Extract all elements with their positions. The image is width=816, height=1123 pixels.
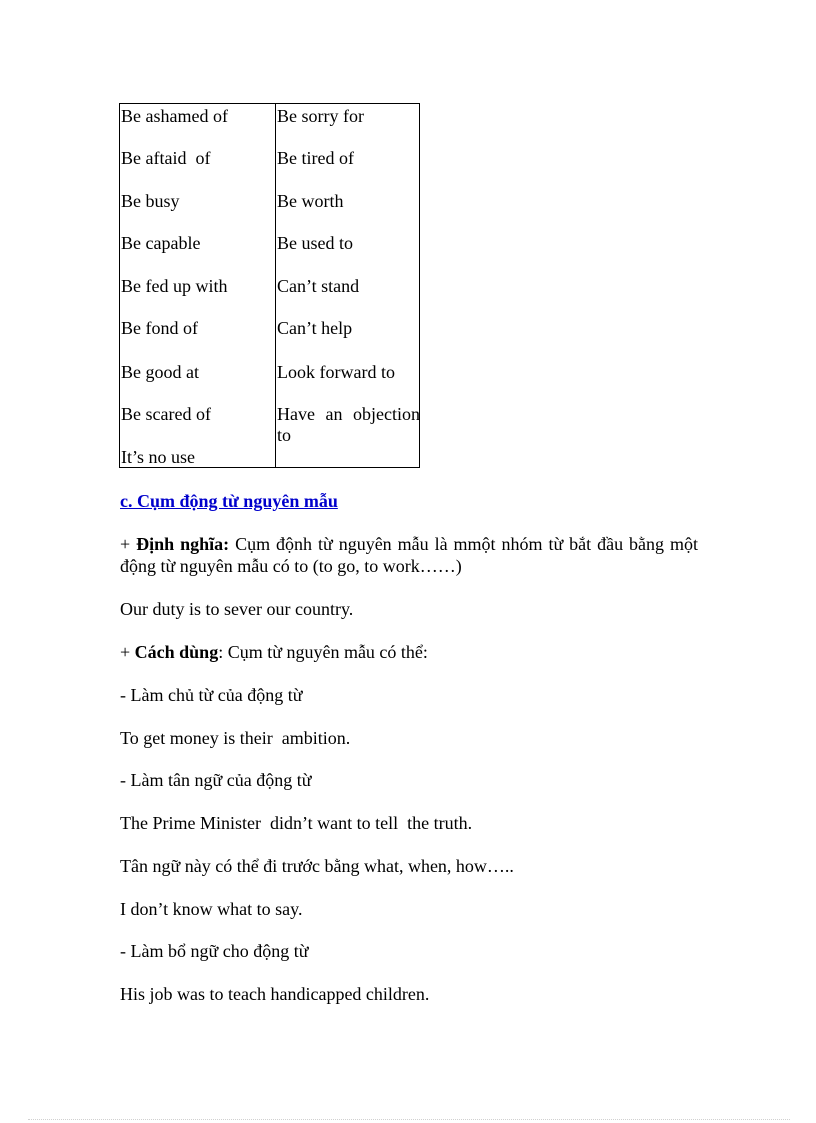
table-cell-left: Be scared of — [121, 404, 211, 424]
table-cell-right: Be sorry for — [277, 106, 364, 126]
table-cell-left: Be good at — [121, 362, 199, 382]
definition-text: Cụm độnh từ nguyên mẫu là mmột nhóm từ bắt đầu bằng một động từ nguyên mẫu có to (to go, to work……) — [120, 534, 698, 576]
section-heading-container — [120, 490, 698, 512]
usage-label: Cách dùng — [134, 642, 219, 662]
table-cell-left: Be aftaid of — [121, 148, 211, 168]
usage-text: : Cụm từ nguyên mẫu có thể: — [218, 642, 428, 662]
table-cell-left: Be capable — [121, 233, 201, 253]
example-sentence: To get money is their ambition. — [120, 728, 351, 748]
definition-label: Định nghĩa: — [136, 534, 230, 554]
usage-item: - Làm bổ ngữ cho động từ — [120, 941, 309, 961]
table-cell-left: Be fond of — [121, 318, 198, 338]
definition-paragraph — [120, 533, 698, 577]
definition-prefix: + — [120, 534, 137, 554]
usage-paragraph — [120, 641, 698, 663]
table-cell-left: Be fed up with — [121, 276, 228, 296]
table-cell-left: Be busy — [121, 191, 180, 211]
table-cell-right: Be used to — [277, 233, 353, 253]
example-sentence: The Prime Minister didn’t want to tell the truth. — [120, 813, 473, 833]
table-cell-right: Be worth — [277, 191, 344, 211]
usage-item: - Làm chủ từ của động từ — [120, 685, 303, 705]
table-cell-right: Look forward to — [277, 362, 395, 382]
page-bottom-divider — [28, 1119, 790, 1120]
table-cell-right: Can’t help — [277, 318, 353, 338]
table-cell-left: It’s no use — [121, 447, 195, 467]
usage-item: - Làm tân ngữ của động từ — [120, 770, 312, 790]
section-heading-link[interactable]: c. Cụm động từ nguyên mẫu — [120, 491, 338, 511]
usage-prefix: + — [120, 642, 135, 662]
table-column-divider — [275, 104, 276, 467]
note-paragraph: Tân ngữ này có thể đi trước bằng what, when, how….. — [120, 856, 514, 876]
example-sentence: Our duty is to sever our country. — [120, 599, 354, 619]
example-sentence: I don’t know what to say. — [120, 899, 303, 919]
table-cell-right: Can’t stand — [277, 276, 360, 296]
table-cell-right: Be tired of — [277, 148, 354, 168]
table-cell-right: Have an objection to — [277, 404, 420, 445]
vocabulary-table — [119, 103, 420, 468]
example-sentence: His job was to teach handicapped children. — [120, 984, 430, 1004]
table-cell-left: Be ashamed of — [121, 106, 228, 126]
